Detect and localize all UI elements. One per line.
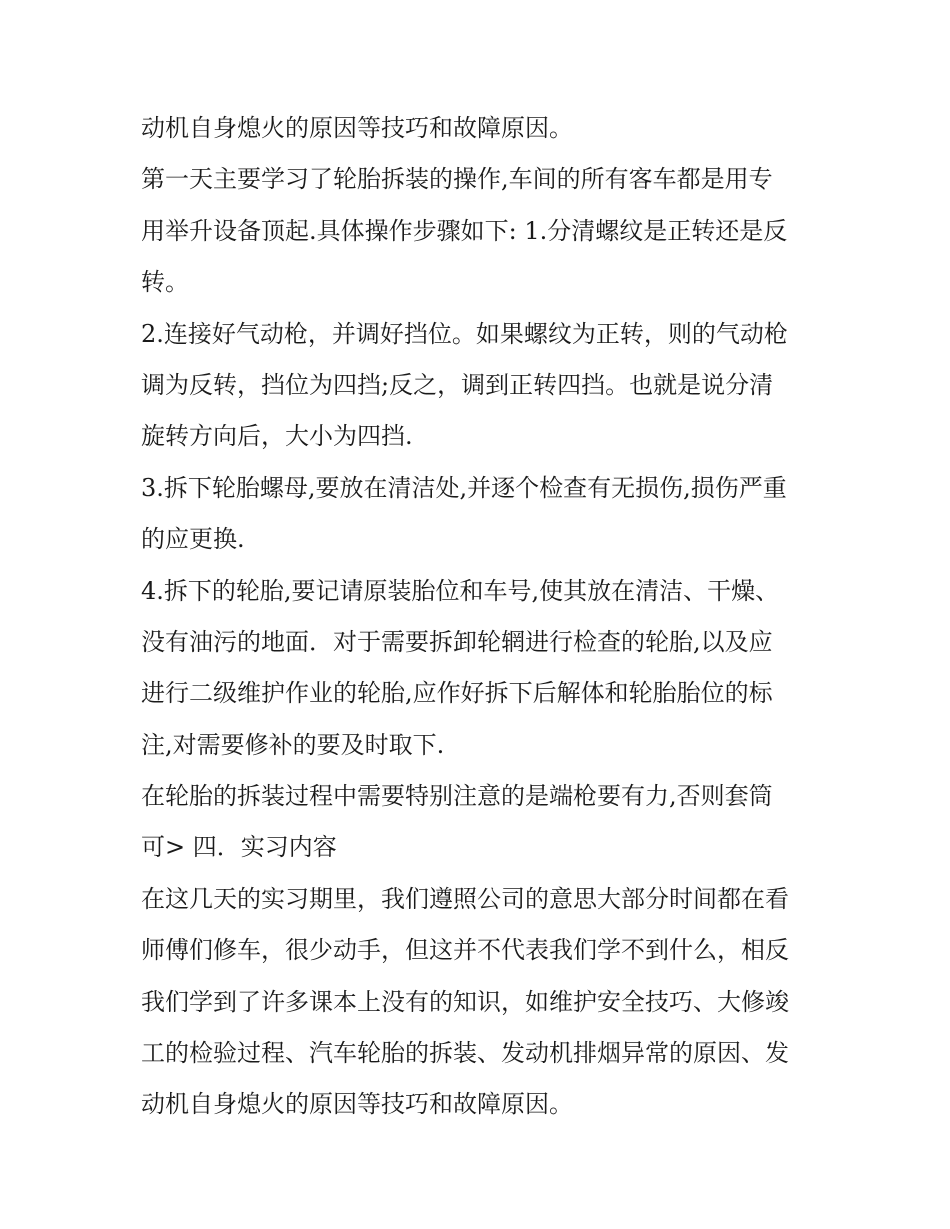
text-line: 旋转方向后，大小为四挡. bbox=[141, 422, 413, 451]
text-line: 注,对需要修补的要及时取下. bbox=[141, 730, 445, 759]
text-line: 的应更换. bbox=[141, 525, 245, 554]
text-line: 进行二级维护作业的轮胎,应作好拆下后解体和轮胎胎位的标 bbox=[141, 679, 773, 708]
text-line: 师傅们修车，很少动手，但这并不代表我们学不到什么，相反 bbox=[141, 936, 789, 965]
text-line: 4.拆下的轮胎,要记请原装胎位和车号,使其放在清洁、干燥、 bbox=[141, 576, 780, 605]
text-line: 没有油污的地面．对于需要拆卸轮辋进行检查的轮胎,以及应 bbox=[141, 627, 773, 656]
body-text bbox=[141, 103, 821, 1131]
text-line: 工的检验过程、汽车轮胎的拆装、发动机排烟异常的原因、发 bbox=[141, 1039, 789, 1068]
text-line: 我们学到了许多课本上没有的知识，如维护安全技巧、大修竣 bbox=[141, 987, 789, 1016]
text-line: 动机自身熄火的原因等技巧和故障原因。 bbox=[141, 1090, 573, 1119]
text-line: 用举升设备顶起.具体操作步骤如下: 1.分清螺纹是正转还是反 bbox=[141, 216, 788, 245]
text-line: 在这几天的实习期里，我们遵照公司的意思大部分时间都在看 bbox=[141, 884, 789, 913]
text-line: 2.连接好气动枪，并调好挡位。如果螺纹为正转，则的气动枪 bbox=[141, 319, 788, 348]
text-line: 调为反转，挡位为四挡;反之，调到正转四挡。也就是说分清 bbox=[141, 370, 774, 399]
text-line: 在轮胎的拆装过程中需要特别注意的是端枪要有力,否则套筒 bbox=[141, 782, 773, 811]
text-line: 转。 bbox=[141, 268, 189, 297]
text-line: 动机自身熄火的原因等技巧和故障原因。 bbox=[141, 114, 573, 142]
text-line: 3.拆下轮胎螺母,要放在清洁处,并逐个检查有无损伤,损伤严重 bbox=[141, 473, 787, 502]
text-line: 第一天主要学习了轮胎拆装的操作,车间的所有客车都是用专 bbox=[141, 165, 773, 194]
section-heading-line: 可> 四．实习内容 bbox=[141, 833, 337, 862]
